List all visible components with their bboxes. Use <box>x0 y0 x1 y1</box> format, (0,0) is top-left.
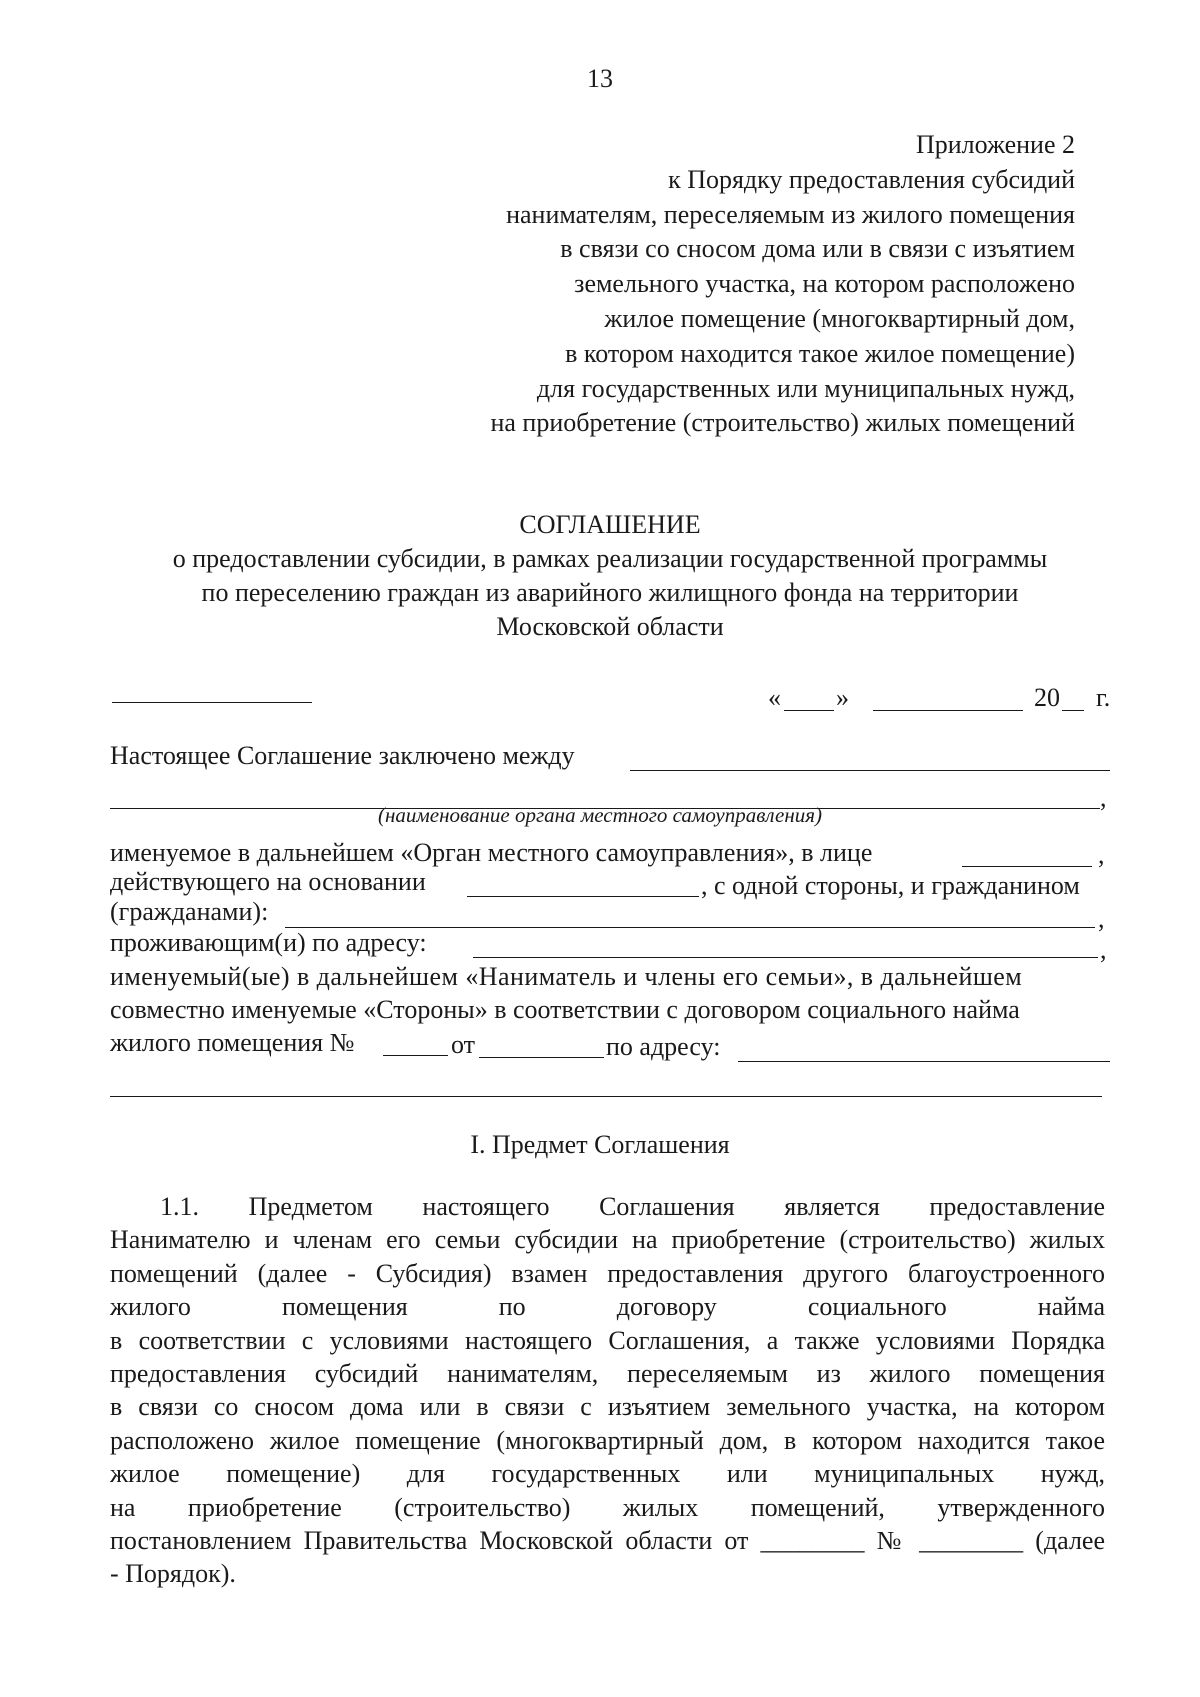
field-note: (наименование органа местного самоуправления) <box>377 803 823 827</box>
agreement-subtitle-line: по переселению граждан из аварийного жилищного фонда на территории <box>201 578 1019 607</box>
comma: , <box>1098 840 1105 869</box>
appendix-line: на приобретение (строительство) жилых помещений <box>490 408 1075 438</box>
paragraph-line: - Порядок). <box>110 1559 236 1589</box>
appendix-line: в котором находится такое жилое помещение) <box>565 338 1075 368</box>
parties-line-7: именуемый(ые) в дальнейшем «Наниматель и члены его семьи», в дальнейшем <box>110 962 1023 991</box>
paragraph-line: в соответствии с условиями настоящего Соглашения, а также условиями Порядка <box>110 1325 1105 1355</box>
year-suffix: г. <box>1096 683 1111 712</box>
appendix-line: земельного участка, на котором расположено <box>574 269 1075 299</box>
contract-address-blank[interactable] <box>738 1061 1110 1062</box>
day-blank[interactable] <box>784 710 834 711</box>
appendix-line: Приложение 2 <box>915 130 1075 159</box>
paragraph-line: Нанимателю и членам его семьи субсидии на приобретение (строительство) жилых <box>110 1225 1105 1255</box>
appendix-line: жилое помещение (многоквартирный дом, <box>604 303 1075 333</box>
month-blank[interactable] <box>873 710 1023 711</box>
parties-line-9c: по адресу: <box>606 1032 721 1061</box>
parties-line-4a: действующего на основании <box>110 867 426 896</box>
agreement-subtitle-line: о предоставлении субсидии, в рамках реализации государственной программы <box>172 544 1048 573</box>
appendix-line: к Порядку предоставления субсидий <box>668 164 1075 194</box>
appendix-header <box>490 128 1075 441</box>
agreement-title: СОГЛАШЕНИЕ <box>519 510 701 539</box>
paragraph-line: жилого помещения по договору социального найма <box>110 1292 1105 1322</box>
parties-line-5: (гражданами): <box>110 897 269 926</box>
party-name-blank[interactable] <box>630 770 1110 771</box>
contract-address-blank-2[interactable] <box>110 1096 1102 1097</box>
date-quote-open: « <box>768 683 781 712</box>
paragraph-line: на приобретение (строительство) жилых помещений, утвержденного <box>110 1492 1105 1522</box>
paragraph-line: предоставления субсидий нанимателям, переселяемым из жилого помещения <box>110 1358 1105 1388</box>
contract-date-blank[interactable] <box>479 1057 604 1058</box>
comma: , <box>1100 783 1107 812</box>
parties-line-9a: жилого помещения № <box>110 1028 355 1057</box>
comma: , <box>1100 935 1107 964</box>
paragraph-line: жилое помещение) для государственных или муниципальных нужд, <box>110 1459 1105 1489</box>
appendix-line: в связи со сносом дома или в связи с изъятием <box>560 234 1075 264</box>
year-prefix: 20 <box>1034 683 1060 712</box>
representative-blank[interactable] <box>962 866 1092 867</box>
parties-line-9b: от <box>451 1030 476 1059</box>
parties-line-1: Настоящее Соглашение заключено между <box>110 741 575 770</box>
paragraph-line: помещений (далее - Субсидия) взамен предоставления другого благоустроенного <box>110 1258 1105 1288</box>
agreement-title-block <box>110 508 1110 644</box>
section-1-paragraph <box>110 1190 1105 1591</box>
comma: , <box>1098 904 1105 933</box>
parties-line-3: именуемое в дальнейшем «Орган местного самоуправления», в лице <box>110 838 873 867</box>
paragraph-line: в связи со сносом дома или в связи с изъятием земельного участка, на котором <box>110 1392 1105 1422</box>
room-number-blank[interactable] <box>383 1055 448 1056</box>
place-blank[interactable] <box>112 702 312 703</box>
appendix-line: нанимателям, переселяемым из жилого помещения <box>506 199 1075 229</box>
address-blank[interactable] <box>473 957 1098 958</box>
paragraph-line: 1.1. Предметом настоящего Соглашения является предоставление <box>160 1192 1105 1221</box>
parties-line-4b: , с одной стороны, и гражданином <box>701 871 1080 900</box>
parties-line-8: совместно именуемые «Стороны» в соответствии с договором социального найма <box>110 995 1020 1024</box>
agreement-subtitle-line: Московской области <box>496 612 724 641</box>
appendix-line: для государственных или муниципальных нужд, <box>536 373 1075 403</box>
parties-line-6: проживающим(и) по адресу: <box>110 928 427 957</box>
page-number: 13 <box>587 64 613 93</box>
basis-blank[interactable] <box>467 896 699 897</box>
date-quote-close: » <box>836 683 849 712</box>
section-heading: I. Предмет Соглашения <box>470 1130 730 1159</box>
paragraph-line: постановлением Правительства Московской области от ________ № ________ (далее <box>110 1525 1105 1555</box>
year-blank[interactable] <box>1062 710 1084 711</box>
paragraph-line: расположено жилое помещение (многоквартирный дом, в котором находится такое <box>110 1425 1105 1455</box>
